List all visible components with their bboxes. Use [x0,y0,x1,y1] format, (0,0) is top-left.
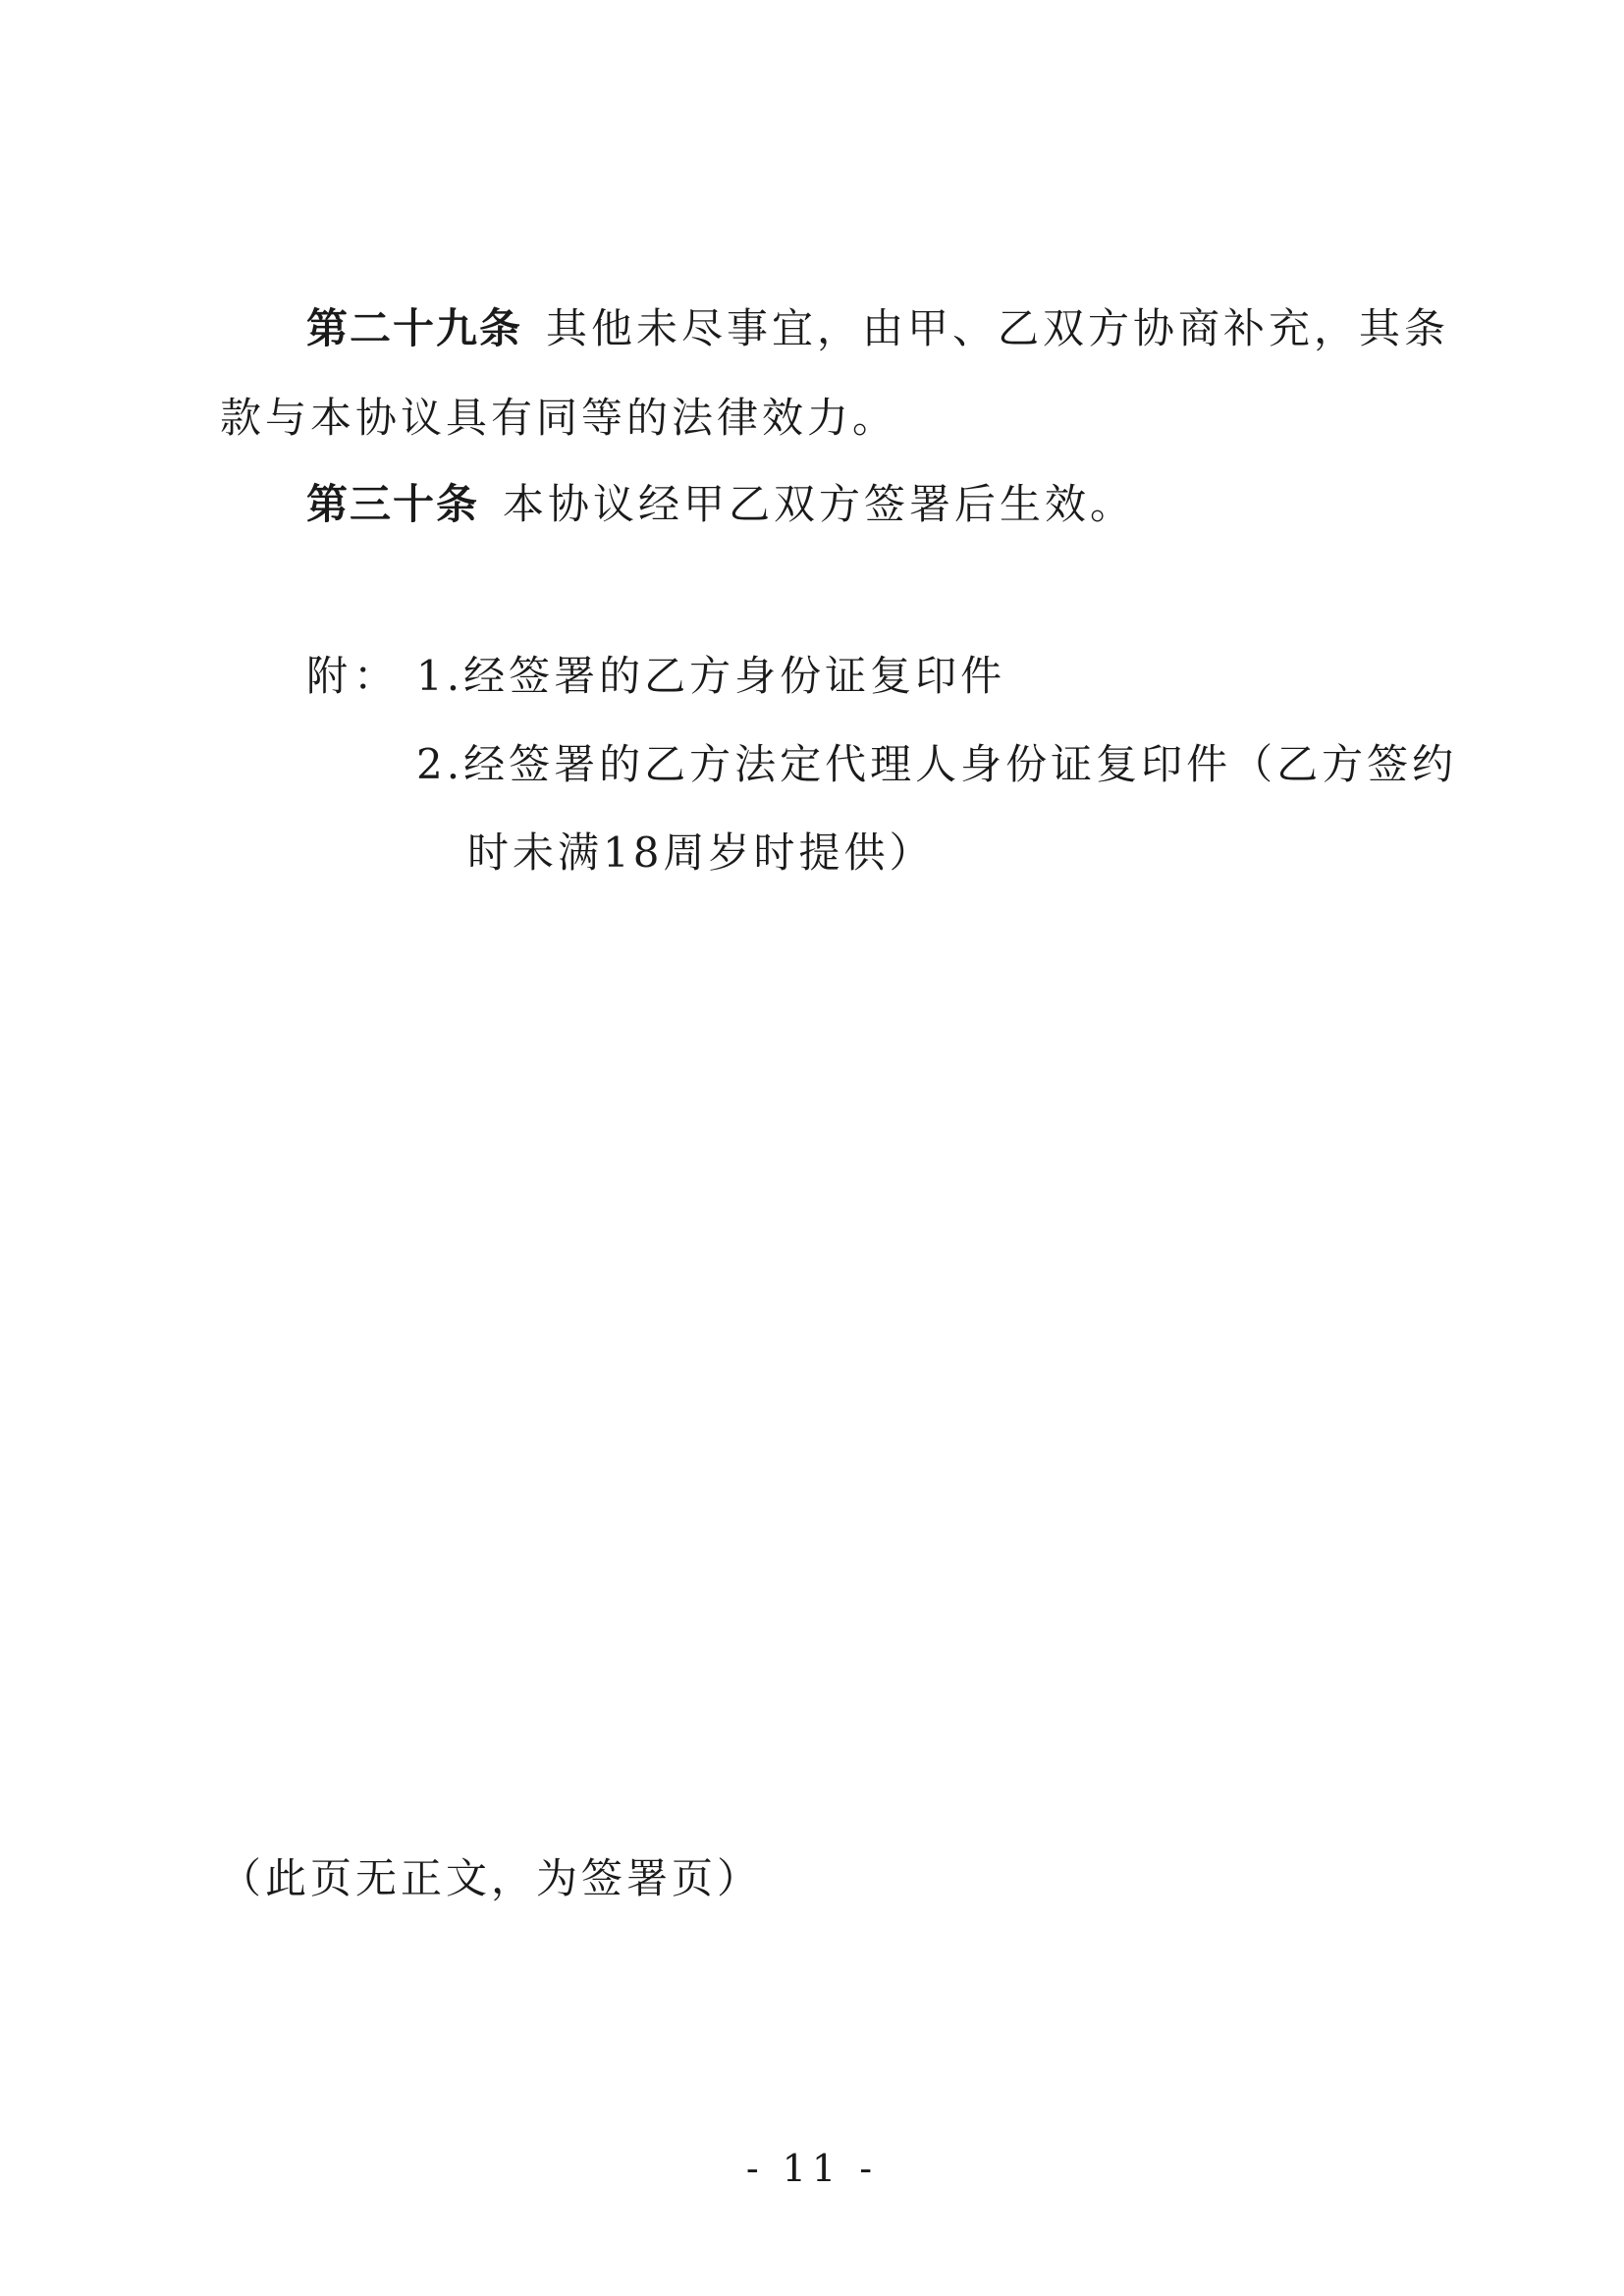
article-30-line [306,480,1136,528]
attachment-item-2-line2: 时未满18周岁时提供） [467,828,935,877]
article-29-text-line1: 其他未尽事宜，由甲、乙双方协商补充，其条 [546,304,1450,352]
attachment-item-2-line1: 2.经签署的乙方法定代理人身份证复印件（乙方签约 [416,740,1458,788]
attachments-label: 附： [306,652,402,700]
article-30-heading: 第三十条 [306,480,480,528]
article-29-text-line2: 款与本协议具有同等的法律效力。 [220,394,898,442]
attachment-item-1: 1.经签署的乙方身份证复印件 [416,652,1006,700]
article-29-heading: 第二十九条 [306,304,523,352]
signature-page-note: （此页无正文，为签署页） [220,1854,763,1902]
article-29-line2 [220,394,898,442]
article-29-line1 [306,304,1450,352]
page-number: - 11 - [745,2147,879,2190]
article-30-text: 本协议经甲乙双方签署后生效。 [503,480,1136,528]
